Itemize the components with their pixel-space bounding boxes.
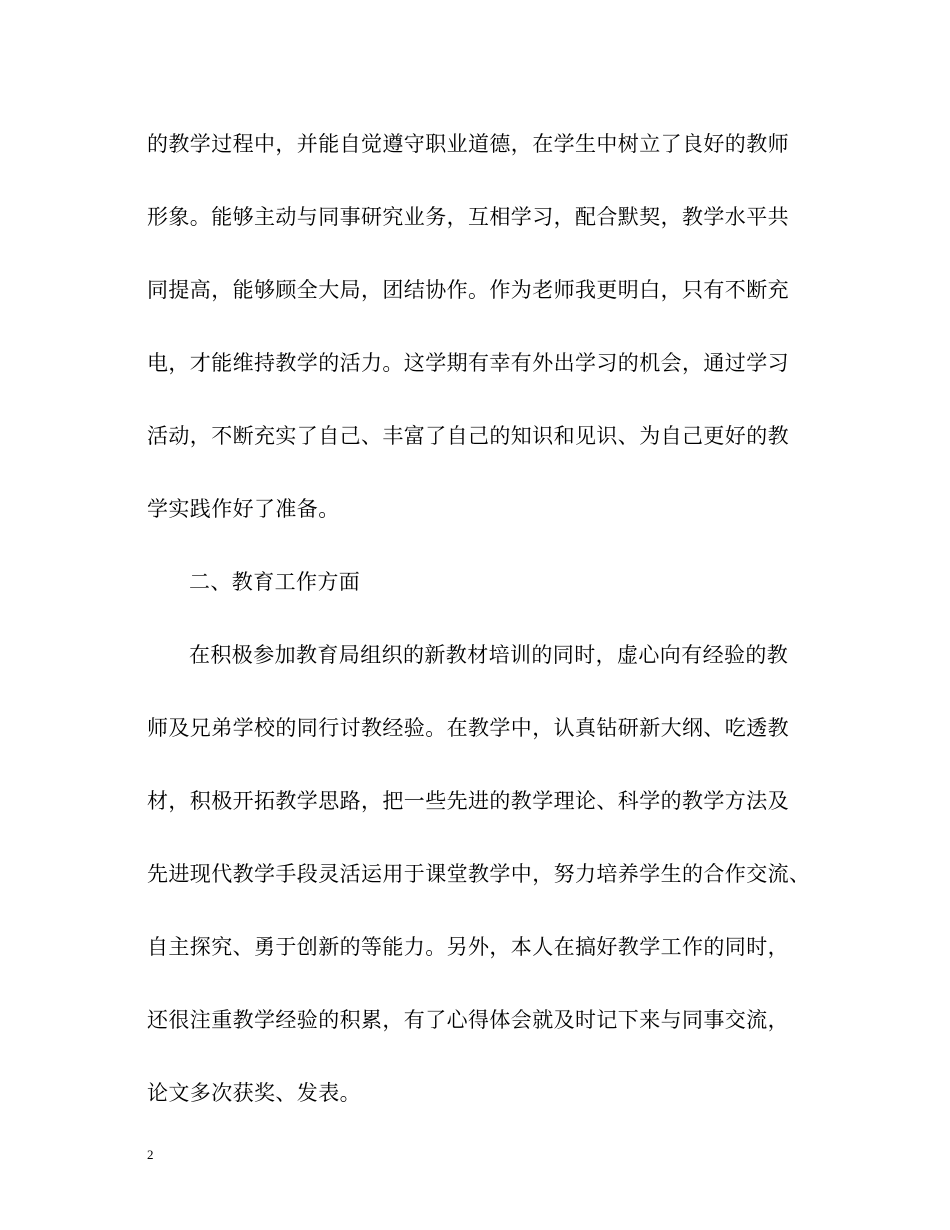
text-line-9: 师及兄弟学校的同行讨教经验。在教学中，认真钻研新大纲、吃透教 (147, 716, 789, 740)
text-line-13: 还很注重教学经验的积累，有了心得体会就及时记下来与同事交流， (147, 1008, 789, 1032)
text-line-11: 先进现代教学手段灵活运用于课堂教学中，努力培养学生的合作交流、 (147, 862, 811, 886)
body-text (147, 118, 827, 1140)
text-line-2: 形象。能够主动与同事研究业务，互相学习，配合默契，教学水平共 (147, 205, 789, 229)
text-line-5: 活动，不断充实了自己、丰富了自己的知识和见识、为自己更好的教 (147, 424, 789, 448)
text-line-3: 同提高，能够顾全大局，团结协作。作为老师我更明白，只有不断充 (147, 278, 789, 302)
text-line-8: 在积极参加教育局组织的新教材培训的同时，虚心向有经验的教 (189, 643, 789, 667)
text-line-4: 电，才能维持教学的活力。这学期有幸有外出学习的机会，通过学习 (147, 351, 789, 375)
text-line-14: 论文多次获奖、发表。 (147, 1081, 361, 1105)
text-line-6: 学实践作好了准备。 (147, 497, 340, 521)
page-number: 2 (147, 1147, 154, 1162)
section-heading: 二、教育工作方面 (189, 570, 361, 594)
text-line-10: 材，积极开拓教学思路，把一些先进的教学理论、科学的教学方法及 (147, 789, 789, 813)
text-line-1: 的教学过程中，并能自觉遵守职业道德，在学生中树立了良好的教师 (147, 132, 789, 156)
text-line-12: 自主探究、勇于创新的等能力。另外，本人在搞好教学工作的同时， (147, 935, 789, 959)
